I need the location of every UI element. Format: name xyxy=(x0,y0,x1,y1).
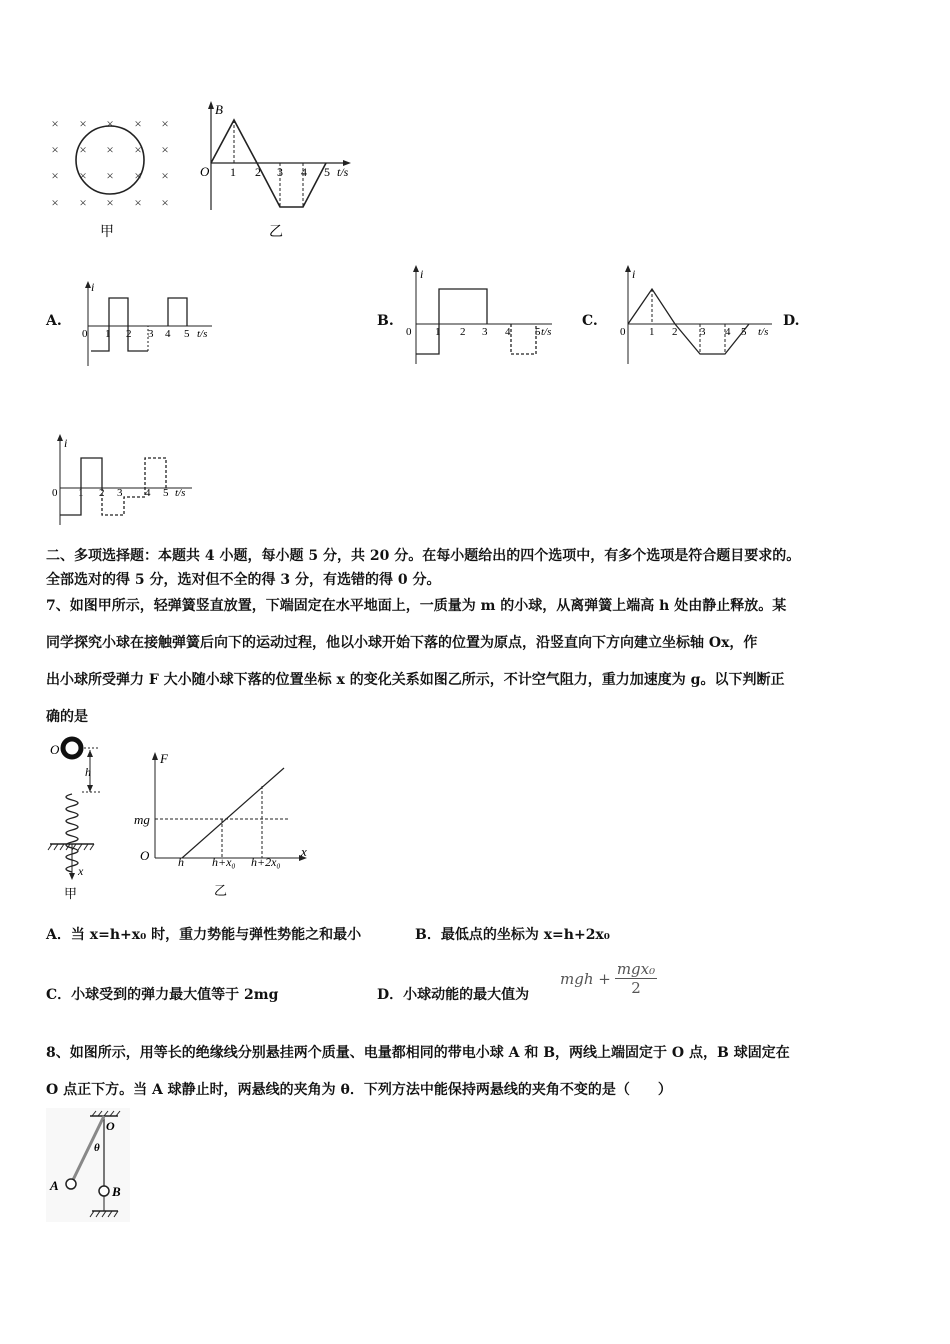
ball-a xyxy=(66,1179,76,1189)
tick-label: 5 xyxy=(535,326,541,338)
field-mark: × xyxy=(134,195,142,210)
origin-label: O xyxy=(200,164,210,179)
i-curve xyxy=(628,289,749,354)
y-axis-label: i xyxy=(91,280,95,294)
y-axis-label: i xyxy=(64,436,68,450)
tick-label: 5 xyxy=(184,328,190,340)
x-axis-label: t/s xyxy=(337,165,349,179)
y-axis-label: i xyxy=(420,267,424,281)
field-mark: × xyxy=(161,168,169,183)
field-mark: × xyxy=(134,142,142,157)
option-c-graph[interactable] xyxy=(612,264,782,369)
i-curve xyxy=(91,298,148,351)
tick-label: 2 xyxy=(126,328,132,340)
tick-label: 2 xyxy=(255,165,261,179)
field-mark: × xyxy=(106,168,114,183)
option-b-letter[interactable]: B. xyxy=(377,313,394,329)
section2-heading-line1: 二、多项选择题：本题共 4 小题，每小题 5 分，共 20 分。在每小题给出的四个选项中，有多个选项是符合题目要求的。 xyxy=(46,548,801,564)
conducting-loop xyxy=(76,126,144,194)
q8-figure xyxy=(46,1108,130,1222)
f-line xyxy=(182,768,284,858)
tick-label: 4 xyxy=(145,487,151,499)
field-mark: × xyxy=(51,195,59,210)
origin-label: O xyxy=(50,742,60,757)
option-a-letter[interactable]: A. xyxy=(46,313,62,329)
field-mark: × xyxy=(161,116,169,131)
q7-option-d-formula xyxy=(560,960,657,997)
mg-label: mg xyxy=(134,812,150,827)
q7-option-d[interactable]: D．小球动能的最大值为 xyxy=(377,987,530,1003)
origin-label: O xyxy=(140,848,150,863)
origin-label: 0 xyxy=(406,326,412,338)
fig-yi-b-t-graph xyxy=(195,100,360,240)
field-mark: × xyxy=(106,142,114,157)
field-mark: × xyxy=(51,142,59,157)
height-label: h xyxy=(85,765,91,779)
formula-term1: mgh + xyxy=(560,969,611,988)
formula-denominator: 2 xyxy=(631,979,641,997)
x-axis-label: t/s xyxy=(758,326,769,338)
tick-label: 2 xyxy=(672,326,678,338)
tick-label: 1 xyxy=(78,487,84,499)
tick-label: 1 xyxy=(649,326,655,338)
field-mark: × xyxy=(161,142,169,157)
x-tick-label: h+2x₀ xyxy=(251,855,281,869)
tick-label: 4 xyxy=(165,328,171,340)
field-mark: × xyxy=(51,168,59,183)
field-mark: × xyxy=(79,116,87,131)
q7-option-c[interactable]: C．小球受到的弹力最大值等于 2mg xyxy=(46,987,279,1003)
i-curve xyxy=(60,458,102,515)
x-axis-label: t/s xyxy=(197,328,208,340)
ball-a-label: A xyxy=(50,1178,59,1193)
tick-label: 5 xyxy=(324,165,330,179)
x-axis-label: x xyxy=(301,844,307,859)
field-mark: × xyxy=(79,195,87,210)
tick-label: 3 xyxy=(277,165,283,179)
tick-label: 4 xyxy=(301,165,307,179)
q7-line2: 同学探究小球在接触弹簧后向下的运动过程，他以小球开始下落的位置为原点，沿竖直向下方向建立坐标轴 Ox，作 xyxy=(46,635,758,651)
fig-label: 甲 xyxy=(100,225,114,240)
option-d-letter[interactable]: D. xyxy=(783,313,800,329)
ball-b xyxy=(99,1186,109,1196)
tick-label: 5 xyxy=(741,326,747,338)
fig-label: 甲 xyxy=(64,886,78,901)
q7-line3: 出小球所受弹力 F 大小随小球下落的位置坐标 x 的变化关系如图乙所示，不计空气阻力，重力加速度为 g。以下判断正 xyxy=(46,672,785,688)
tick-label: 1 xyxy=(105,328,111,340)
x-tick-label: h+x₀ xyxy=(212,855,236,869)
tick-label: 3 xyxy=(700,326,706,338)
q8-line1: 8、如图所示，用等长的绝缘线分别悬挂两个质量、电量都相同的带电小球 A 和 B，两线上端固定于 O 点，B 球固定在 xyxy=(46,1045,790,1061)
fig-yi-f-x-graph xyxy=(128,748,318,900)
field-mark: × xyxy=(106,116,114,131)
origin-label: 0 xyxy=(52,487,58,499)
fig-jia-spring xyxy=(44,732,124,902)
i-curve xyxy=(102,458,166,515)
tick-label: 2 xyxy=(99,487,105,499)
tick-label: 1 xyxy=(435,326,441,338)
point-o-label: O xyxy=(106,1119,115,1133)
axis-label: x xyxy=(78,864,84,878)
ball xyxy=(63,739,81,757)
tick-label: 3 xyxy=(148,328,154,340)
q7-line4: 确的是 xyxy=(46,709,88,725)
q7-line1: 7、如图甲所示，轻弹簧竖直放置，下端固定在水平地面上，一质量为 m 的小球，从离弹簧上端高 h 处由静止释放。某 xyxy=(46,598,787,614)
field-mark: × xyxy=(161,195,169,210)
q8-line2: O 点正下方。当 A 球静止时，两悬线的夹角为 θ．下列方法中能保持两悬线的夹角不变的是（ ） xyxy=(46,1082,672,1098)
tick-label: 4 xyxy=(505,326,511,338)
origin-label: 0 xyxy=(82,328,88,340)
i-curve xyxy=(168,298,187,326)
tick-label: 2 xyxy=(460,326,466,338)
i-curve xyxy=(511,324,536,354)
option-d-graph[interactable] xyxy=(44,433,204,528)
field-mark: × xyxy=(79,168,87,183)
tick-label: 5 xyxy=(163,487,169,499)
field-mark: × xyxy=(134,168,142,183)
origin-label: 0 xyxy=(620,326,626,338)
field-mark: × xyxy=(51,116,59,131)
q7-option-b[interactable]: B．最低点的坐标为 x=h+2x₀ xyxy=(415,927,610,943)
y-axis-label: i xyxy=(632,267,636,281)
tick-label: 1 xyxy=(230,165,236,179)
field-mark: × xyxy=(106,195,114,210)
tick-label: 4 xyxy=(725,326,731,338)
tick-label: 3 xyxy=(482,326,488,338)
formula-numerator: mgx₀ xyxy=(616,960,656,978)
x-tick-label: h xyxy=(178,855,184,869)
option-b-graph[interactable] xyxy=(402,264,572,369)
field-mark: × xyxy=(134,116,142,131)
fig-jia-magnetic-field xyxy=(40,108,180,243)
theta-label: θ xyxy=(94,1142,100,1154)
option-a-graph[interactable] xyxy=(74,280,224,370)
option-c-letter[interactable]: C. xyxy=(582,313,598,329)
y-axis-label: B xyxy=(215,102,223,117)
x-axis-label: t/s xyxy=(541,326,552,338)
y-axis-label: F xyxy=(160,751,168,766)
tick-label: 3 xyxy=(117,487,123,499)
fig-label: 乙 xyxy=(214,883,228,898)
section2-heading-line2: 全部选对的得 5 分，选对但不全的得 3 分，有选错的得 0 分。 xyxy=(46,572,441,588)
fig-label: 乙 xyxy=(269,225,283,240)
field-mark: × xyxy=(79,142,87,157)
q7-option-a[interactable]: A．当 x=h+x₀ 时，重力势能与弹性势能之和最小 xyxy=(46,927,362,943)
x-axis-label: t/s xyxy=(175,487,186,499)
ball-b-label: B xyxy=(112,1184,121,1199)
i-curve xyxy=(416,289,487,354)
